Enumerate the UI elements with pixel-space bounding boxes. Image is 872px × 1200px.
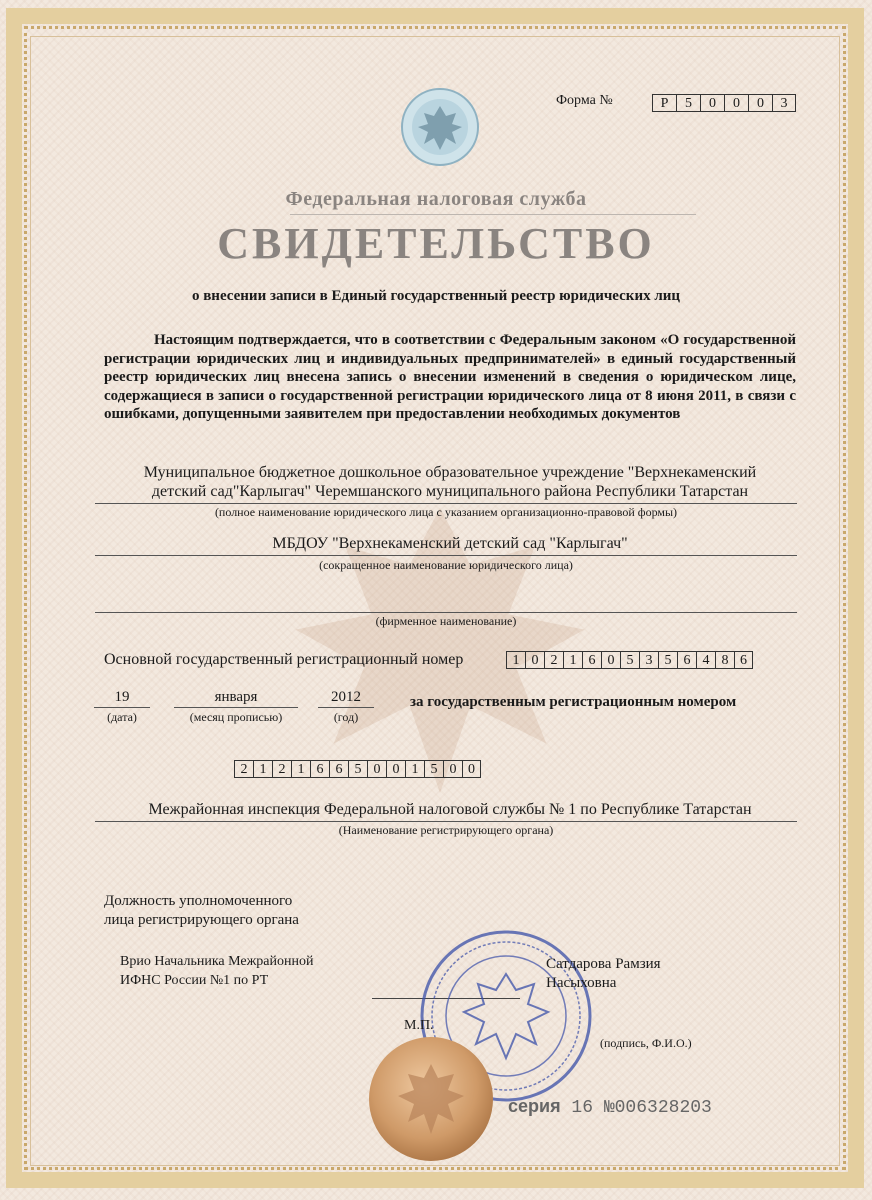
grn-digit: 1 (291, 760, 310, 778)
full-name-line2: детский сад"Карлыгач" Черемшанского муниципального района Республики Татарстан (151, 483, 749, 500)
form-number-label: Форма № (556, 93, 613, 108)
registration-number-label: за государственным регистрационным номером (410, 694, 737, 710)
short-name-value: МБДОУ "Верхнекаменский детский сад "Карлыгач" (272, 535, 628, 552)
form-digit: Р (652, 94, 676, 112)
date-year-caption: (год) (333, 710, 359, 724)
ogrn-digit: 4 (696, 651, 715, 669)
ogrn-digit: 0 (601, 651, 620, 669)
document-subtitle: о внесении записи в Единый государственный реестр юридических лиц (191, 288, 681, 304)
form-number-boxes (652, 94, 796, 112)
signer-position (120, 952, 313, 990)
ogrn-digit: 1 (506, 651, 525, 669)
full-name-caption: (полное наименование юридического лица с указанием организационно-правовой формы) (214, 505, 678, 519)
grn-boxes (234, 760, 481, 778)
signer-name-line2: Насыховна (546, 975, 617, 991)
position-label (104, 892, 299, 930)
full-name-rule (95, 503, 797, 504)
position-label-line1: Должность уполномоченного (104, 893, 293, 909)
ogrn-digit: 6 (734, 651, 753, 669)
date-day-rule (94, 707, 150, 708)
registering-authority: Межрайонная инспекция Федеральной налоговой службы № 1 по Республике Татарстан (148, 801, 752, 818)
date-year: 2012 (331, 689, 361, 705)
signer-position-line1: Врио Начальника Межрайонной (120, 954, 314, 969)
ogrn-digit: 5 (620, 651, 639, 669)
date-day-caption: (дата) (107, 710, 137, 724)
grn-digit: 5 (348, 760, 367, 778)
grn-digit: 6 (329, 760, 348, 778)
full-name-line1: Муниципальное бюджетное дошкольное образовательное учреждение "Верхнекаменский (143, 464, 757, 481)
form-digit: 0 (724, 94, 748, 112)
form-digit: 0 (748, 94, 772, 112)
grn-digit: 1 (253, 760, 272, 778)
grn-digit: 0 (462, 760, 481, 778)
form-digit: 0 (700, 94, 724, 112)
date-month-caption: (месяц прописью) (189, 710, 283, 724)
position-label-line2: лица регистрирующего органа (104, 912, 299, 928)
grn-digit: 1 (405, 760, 424, 778)
stamp-place-label: М.П. (404, 1018, 434, 1033)
signer-name-line1: Сатдарова Рамзия (546, 956, 661, 972)
serial-value: №006328203 (603, 1098, 712, 1118)
serial-number (508, 1096, 712, 1118)
grn-digit: 5 (424, 760, 443, 778)
date-day: 19 (114, 689, 130, 705)
ogrn-digit: 0 (525, 651, 544, 669)
date-year-rule (318, 707, 374, 708)
short-name-caption: (сокращенное наименование юридического лица) (319, 558, 573, 572)
grn-digit: 2 (272, 760, 291, 778)
agency-name: Федеральная налоговая служба (285, 188, 587, 210)
registering-authority-caption: (Наименование регистрирующего органа) (338, 823, 554, 837)
gold-hologram-seal (366, 1034, 496, 1164)
date-month: января (214, 689, 258, 705)
brand-name-rule (95, 612, 797, 613)
date-month-rule (174, 707, 298, 708)
short-name-rule (95, 555, 797, 556)
fns-emblem-icon (400, 86, 480, 168)
body-paragraph: Настоящим подтверждается, что в соответствии с Федеральным законом «О государственной регистрации юридических лиц и индивидуальных предпринимателей» в единый государственный реестр юридических лиц внесена запись о внесении изменений в сведения о юридическом лице, содержащиеся в записи о государственной регистрации юридического лица от 8 июня 2011, в связи с ошибками, допущенными заявителем при предоставлении необходимых документов (104, 332, 796, 422)
ogrn-digit: 6 (582, 651, 601, 669)
ogrn-label: Основной государственный регистрационный номер (104, 651, 464, 668)
ogrn-boxes (506, 651, 753, 669)
ogrn-digit: 2 (544, 651, 563, 669)
agency-underline (290, 214, 696, 215)
ogrn-digit: 5 (658, 651, 677, 669)
grn-digit: 0 (367, 760, 386, 778)
ogrn-digit: 1 (563, 651, 582, 669)
form-digit: 3 (772, 94, 796, 112)
document-title: СВИДЕТЕЛЬСТВО (217, 219, 655, 268)
signature-caption: (подпись, Ф.И.О.) (600, 1036, 692, 1050)
ogrn-digit: 3 (639, 651, 658, 669)
signer-position-line2: ИФНС России №1 по РТ (120, 973, 269, 988)
series-value: 16 (571, 1098, 594, 1118)
ogrn-digit: 6 (677, 651, 696, 669)
signer-name (546, 955, 661, 993)
grn-digit: 6 (310, 760, 329, 778)
registering-authority-rule (95, 821, 797, 822)
grn-digit: 0 (386, 760, 405, 778)
grn-digit: 2 (234, 760, 253, 778)
ogrn-digit: 8 (715, 651, 734, 669)
grn-digit: 0 (443, 760, 462, 778)
form-digit: 5 (676, 94, 700, 112)
series-label: серия (508, 1096, 561, 1116)
brand-name-caption: (фирменное наименование) (375, 614, 517, 628)
